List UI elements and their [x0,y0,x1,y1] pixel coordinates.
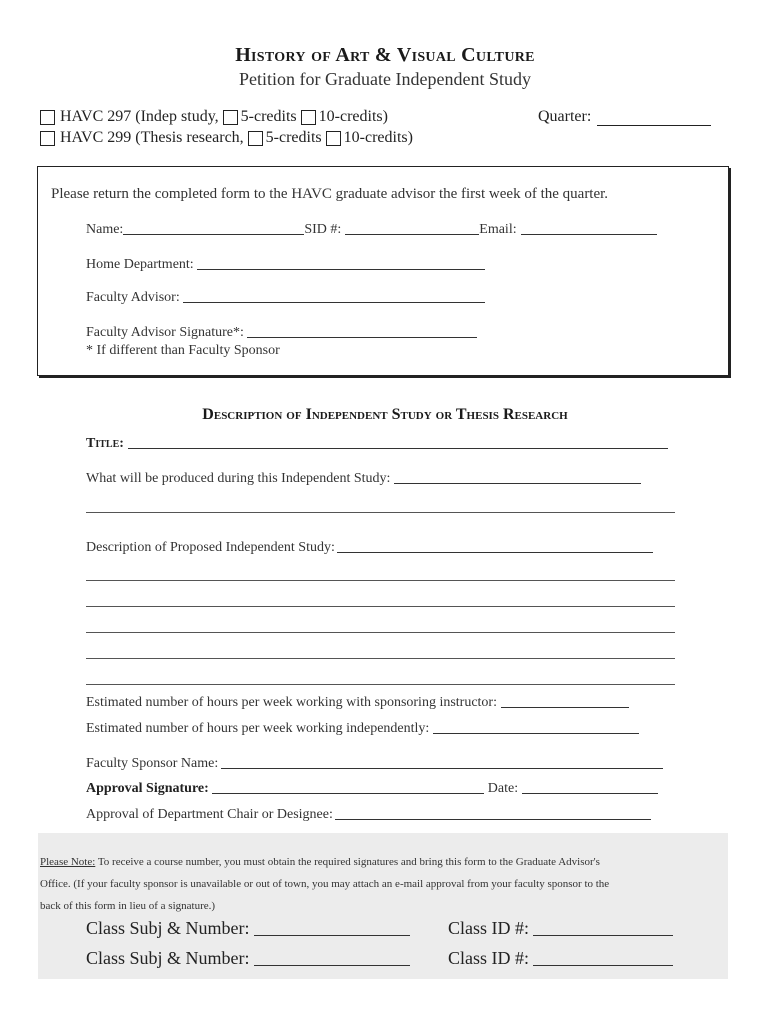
name-label: Name: [86,222,124,237]
chair-approval-field [86,807,651,823]
havc297-5credit-checkbox[interactable] [223,110,238,125]
note-line-1: Please Note: To receive a course number, you must obtain the required signatures and bring this form to the Graduate Advisor's [40,856,600,868]
section-heading: Description of Independent Study or Thesis Research [202,406,568,423]
havc299-10credit-label: 10-credits) [343,129,413,146]
course-row-havc297 [40,108,388,126]
hours-instructor-label: Estimated number of hours per week working with sponsoring instructor: [86,695,497,710]
produced-input[interactable] [394,482,641,484]
date-label: Date: [487,781,519,796]
name-input[interactable] [123,233,304,235]
produced-line-2[interactable] [86,512,675,513]
advisor-field [86,290,485,306]
department-field [86,257,485,273]
havc297-label: HAVC 297 (Indep study, [60,108,219,125]
class-id-input[interactable] [533,964,673,966]
title-field [86,436,668,452]
quarter-field [538,108,711,126]
sid-label: SID #: [304,222,342,237]
hours-instructor-input[interactable] [501,706,629,708]
havc297-10credit-label: 10-credits) [318,108,388,125]
class-subj-field-2 [86,948,410,969]
advisor-input[interactable] [183,301,485,303]
note-line-3: back of this form in lieu of a signature.) [40,900,216,912]
proposed-line-2[interactable] [86,580,675,581]
date-input[interactable] [522,792,658,794]
sponsor-name-field [86,756,663,772]
proposed-line-4[interactable] [86,632,675,633]
proposed-line-5[interactable] [86,658,675,659]
sponsor-name-label: Faculty Sponsor Name: [86,756,219,771]
produced-label: What will be produced during this Independent Study: [86,471,391,486]
havc299-5credit-checkbox[interactable] [248,131,263,146]
proposed-field [86,540,653,556]
course-row-havc299 [40,129,413,147]
hours-instructor-field [86,695,629,711]
hours-independent-label: Estimated number of hours per week working independently: [86,721,430,736]
title-input[interactable] [128,447,668,449]
page-title: History of Art & Visual Culture [235,44,535,66]
approval-signature-input[interactable] [212,792,484,794]
havc299-5credit-label: 5-credits [265,129,322,146]
havc297-10credit-checkbox[interactable] [301,110,316,125]
department-input[interactable] [197,268,485,270]
approval-signature-field [86,781,658,797]
quarter-label: Quarter: [538,108,592,125]
return-instructions: Please return the completed form to the HAVC graduate advisor the first week of the quarter. [51,186,609,202]
class-subj-field-1 [86,918,410,939]
chair-approval-input[interactable] [335,818,651,820]
quarter-input[interactable] [597,109,711,126]
page-subtitle: Petition for Graduate Independent Study [239,69,531,89]
department-label: Home Department: [86,257,194,272]
proposed-label: Description of Proposed Independent Study: [86,540,335,555]
title-label: Title: [86,436,124,451]
class-id-field-2 [448,948,673,969]
class-id-label: Class ID #: [448,918,529,938]
havc299-label: HAVC 299 (Thesis research, [60,129,244,146]
havc299-10credit-checkbox[interactable] [326,131,341,146]
note-prefix: Please Note: [40,856,96,868]
approval-signature-label: Approval Signature: [86,781,209,796]
hours-independent-input[interactable] [433,732,639,734]
class-subj-label: Class Subj & Number: [86,948,250,968]
hours-independent-field [86,721,639,737]
advisor-signature-input[interactable] [247,336,477,338]
havc297-5credit-label: 5-credits [240,108,297,125]
email-input[interactable] [521,233,657,235]
produced-field [86,471,641,487]
sid-input[interactable] [345,233,479,235]
havc297-checkbox[interactable] [40,110,55,125]
class-subj-input[interactable] [254,964,410,966]
class-id-input[interactable] [533,934,673,936]
class-subj-input[interactable] [254,934,410,936]
havc299-checkbox[interactable] [40,131,55,146]
name-field [86,222,657,238]
sponsor-name-input[interactable] [221,767,663,769]
class-id-label: Class ID #: [448,948,529,968]
advisor-signature-field [86,325,477,341]
class-subj-label: Class Subj & Number: [86,918,250,938]
class-id-field-1 [448,918,673,939]
chair-approval-label: Approval of Department Chair or Designee: [86,807,333,822]
advisor-signature-label: Faculty Advisor Signature*: [86,325,244,340]
note-line-2: Office. (If your faculty sponsor is unavailable or out of town, you may attach an e-mail approval from your faculty sponsor to the [40,878,610,890]
proposed-line-6[interactable] [86,684,675,685]
proposed-input[interactable] [337,551,653,553]
advisor-label: Faculty Advisor: [86,290,180,305]
footnote: * If different than Faculty Sponsor [86,343,280,358]
email-label: Email: [479,222,517,237]
proposed-line-3[interactable] [86,606,675,607]
note-text [40,851,730,917]
